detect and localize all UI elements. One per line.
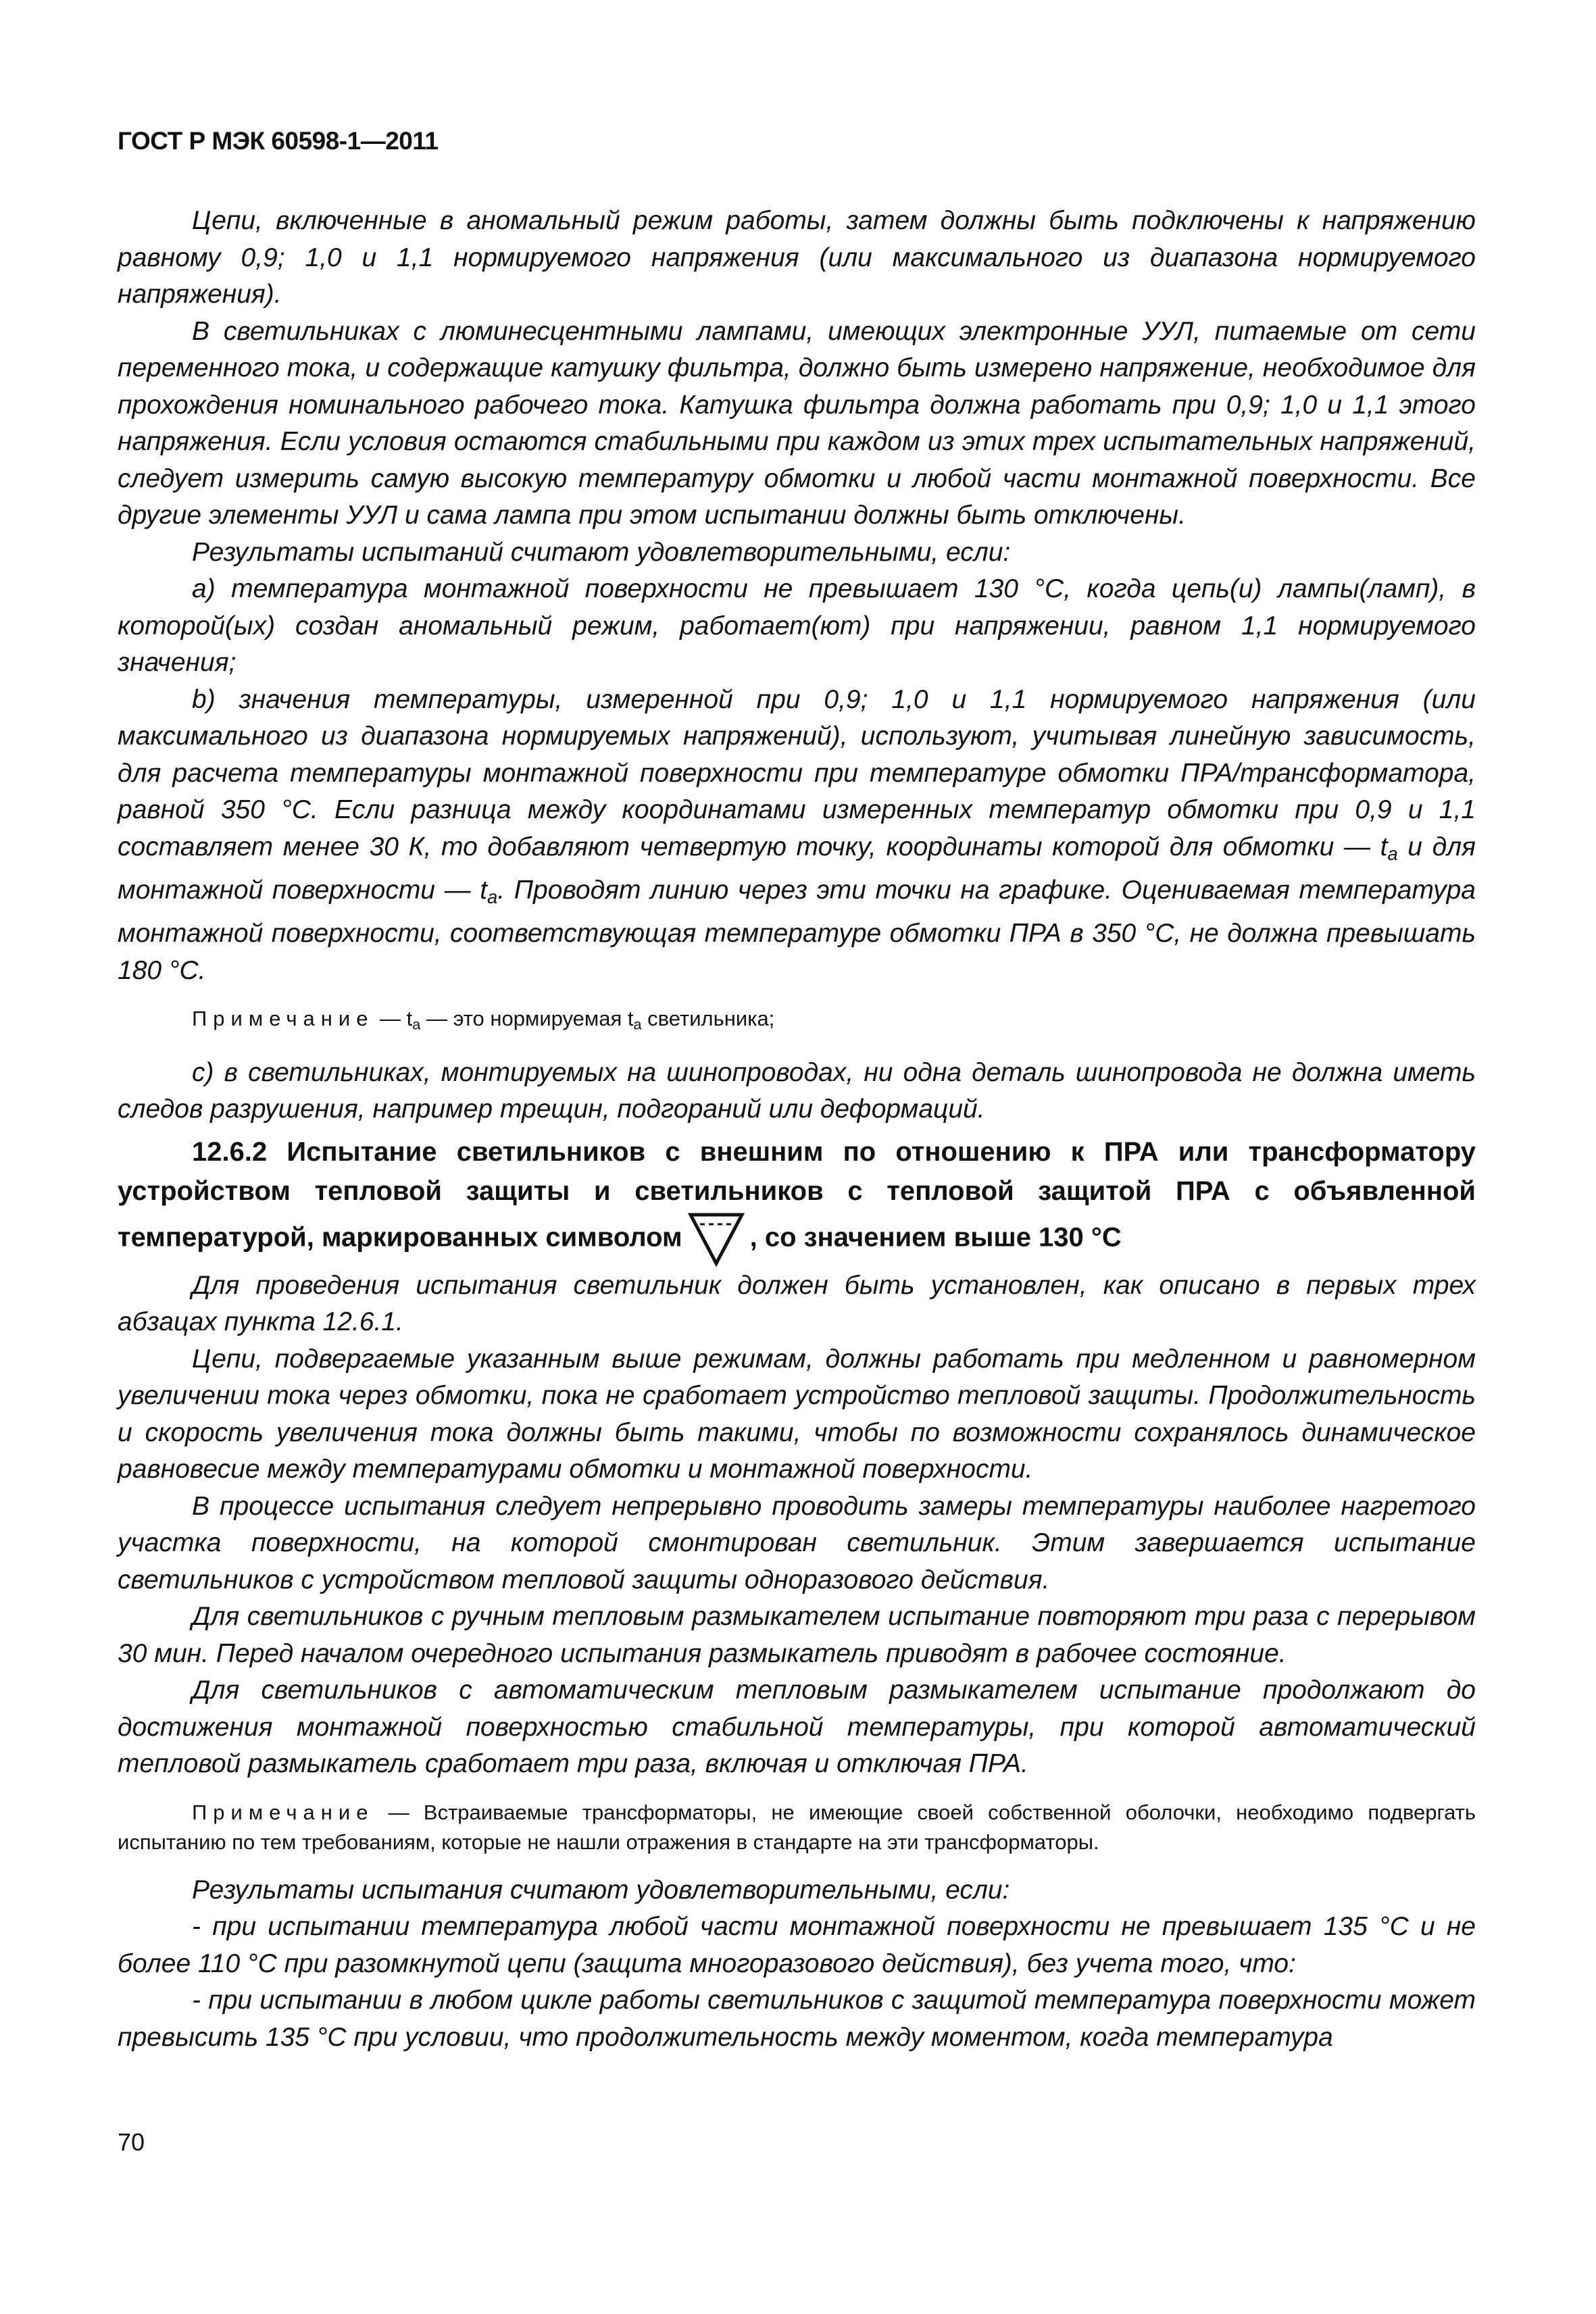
paragraph: Цепи, включенные в аномальный режим работы, затем должны быть подключены к напряжению равному 0,9; 1,0 и 1,1 нормируемого напряжения (или максимального из диапазона нормируемого напряжения). xyxy=(118,206,1476,309)
note-label: Примечание xyxy=(192,1007,374,1031)
list-item-b xyxy=(118,682,1476,990)
section-heading-text: 12.6.2 Испытание светильников с внешним по отношению к ПРА или трансформатору устройством тепловой защиты и светильников с тепловой защитой ПРА с объявленной температурой, маркированных символом xyxy=(118,1136,1476,1253)
section-heading-tail: , со значением выше 130 °С xyxy=(749,1222,1122,1253)
list-item-a: a) температура монтажной поверхности не превышает 130 °С, когда цепь(и) лампы(ламп), в которой(ых) создан аномальный режим, работает(ют) при напряжении, равном 1,1 нормируемого значения; xyxy=(118,574,1476,677)
note-text: светильника; xyxy=(641,1007,775,1031)
section-heading xyxy=(118,1132,1476,1267)
subscript: a xyxy=(412,1015,421,1033)
note xyxy=(118,1798,1476,1857)
paragraph: В светильниках с люминесцентными лампами, имеющих электронные УУЛ, питаемые от сети переменного тока, и содержащие катушку фильтра, должно быть измерено напряжение, необходимое для прохождения номинального рабочего тока. Катушка фильтра должна работать при 0,9; 1,0 и 1,1 этого напряжения. Если условия остаются стабильными при каждом из этих трех испытательных напряжений, следует измерить самую высокую температуру обмотки и любой части монтажной поверхности. Все другие элементы УУЛ и сама лампа при этом испытании должны быть отключены. xyxy=(118,316,1476,530)
paragraph: Цепи, подвергаемые указанным выше режимам, должны работать при медленном и равномерном увеличении тока через обмотки, пока не сработает устройство тепловой защиты. Продолжительность и скорость увеличения тока должны быть такими, чтобы по возможности сохранялось динамическое равновесие между температурами обмотки и монтажной поверхности. xyxy=(118,1344,1476,1484)
paragraph: Для светильников с ручным тепловым размыкателем испытание повторяют три раза с перерывом 30 мин. Перед началом очередного испытания размыкатель приводят в рабочее состояние. xyxy=(118,1602,1476,1668)
note-label: Примечание xyxy=(192,1800,374,1824)
paragraph: Для светильников с автоматическим тепловым размыкателем испытание продолжают до достижения монтажной поверхностью стабильной температуры, при которой автоматический тепловой размыкатель сработает три раза, включая и отключая ПРА. xyxy=(118,1676,1476,1779)
note-text: — Встраиваемые трансформаторы, не имеющие своей собственной оболочки, необходимо подвергать испытанию по тем требованиям, которые не нашли отражения в стандарте на эти трансформаторы. xyxy=(118,1800,1476,1854)
paragraph: Для проведения испытания светильник должен быть установлен, как описано в первых трех абзацах пункта 12.6.1. xyxy=(118,1270,1476,1337)
note-text: — это нормируемая t xyxy=(420,1007,634,1031)
paragraph: Результаты испытаний считают удовлетворительными, если: xyxy=(192,537,1011,567)
subscript: a xyxy=(633,1015,642,1033)
list-item-b-text-2: и для монтажной поверхности — t xyxy=(118,832,1476,905)
list-item-b-text-1: b) значения температуры, измеренной при 0,9; 1,0 и 1,1 нормируемого напряжения (или максимального из диапазона нормируемых напряжений), используют, учитывая линейную зависимость, для расчета температуры монтажной поверхности при температуре обмотки ПРА/трансформатора, равной 350 °С. Если разница между координатами измеренных температур обмотки при 0,9 и 1,1 составляет менее 30 К, то добавляют четвертую точку, координаты которой для обмотки — t xyxy=(118,684,1476,861)
note-text: — t xyxy=(374,1007,413,1031)
subscript: a xyxy=(487,886,498,907)
list-item-c: c) в светильниках, монтируемых на шинопроводах, ни одна деталь шинопровода не должна иметь следов разрушения, например трещин, подгораний или деформаций. xyxy=(118,1057,1476,1124)
page-number: 70 xyxy=(118,2128,145,2156)
thermal-protection-triangle-icon xyxy=(688,1211,745,1267)
list-item-b-text-3: . Проводят линию через эти точки на графике. Оцениваемая температура монтажной поверхности, соответствующая температуре обмотки ПРА в 350 °С, не должна превышать 180 °С. xyxy=(118,875,1476,985)
document-header: ГОСТ Р МЭК 60598-1—2011 xyxy=(118,127,439,155)
list-item: - при испытании температура любой части монтажной поверхности не превышает 135 °С и не более 110 °С при разомкнутой цепи (защита многоразового действия), без учета того, что: xyxy=(118,1912,1476,1978)
paragraph: Результаты испытания считают удовлетворительными, если: xyxy=(192,1875,1010,1905)
subscript: a xyxy=(1387,842,1398,864)
document-body xyxy=(118,203,1476,2056)
note xyxy=(118,1004,1476,1039)
list-item: - при испытании в любом цикле работы светильников с защитой температура поверхности может превысить 135 °С при условии, что продолжительность между моментом, когда температура xyxy=(118,1986,1476,2052)
paragraph: В процессе испытания следует непрерывно проводить замеры температуры наиболее нагретого участка поверхности, на которой смонтирован светильник. Этим завершается испытание светильников с устройством тепловой защиты одноразового действия. xyxy=(118,1491,1476,1594)
